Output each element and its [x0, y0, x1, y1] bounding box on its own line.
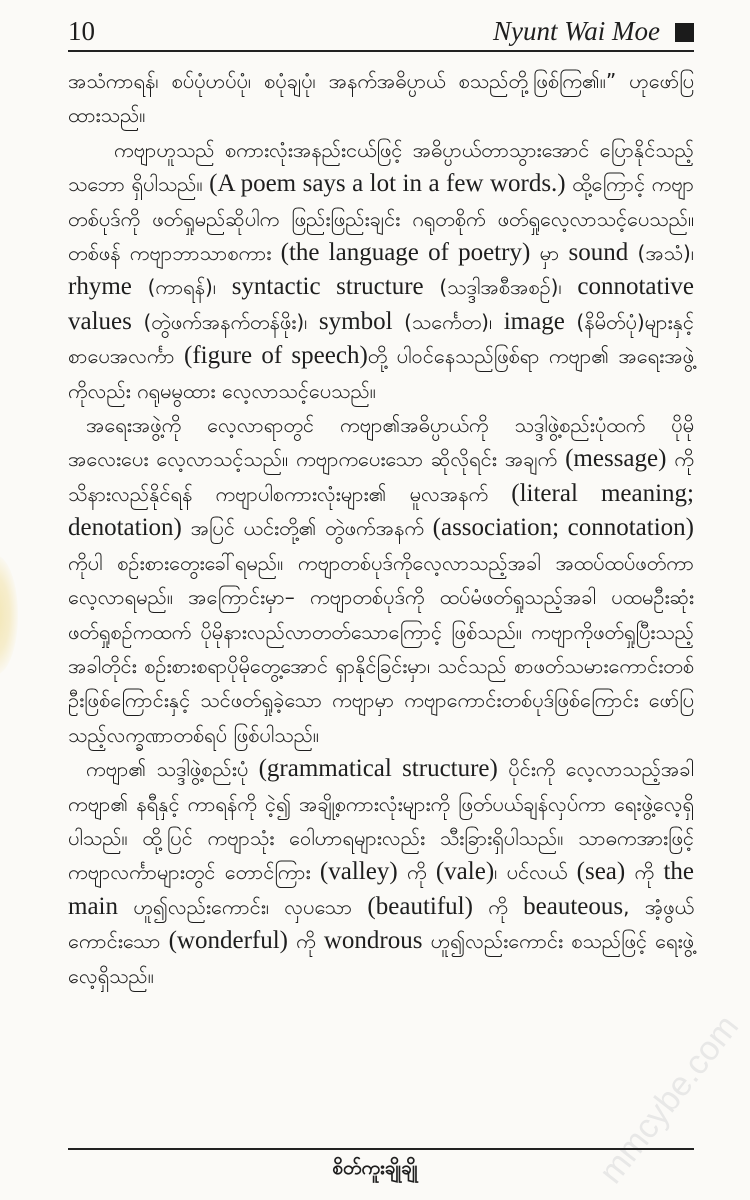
text-run: ပိုင်းကို လေ့လာသည့်အခါ ကဗျာ၏ နရီနှင့် ကာရန်ကို ငဲ့၍ အချို့စကားလုံးများကို ဖြတ်ပယ်ချန်လှပ်ကာ ရေးဖွဲ့လေ့ရှိပါသည်။ ထို့ပြင် ကဗျာသုံး ဝေါဟာရများလည်း သီးခြားရှိပါသည်။ သာဓကအားဖြင့် ကဗျာလင်္ကာများတွင် တောင်ကြား	[68, 757, 694, 885]
body-text	[68, 64, 694, 993]
text-run: ကိုပါ စဉ်းစားတွေးခေါ်ရမည်။ ကဗျာတစ်ပုဒ်ကိုလေ့လာသည့်အခါ အထပ်ထပ်ဖတ်ကာ လေ့လာရမည်။ အကြောင်းမှာ– ကဗျာတစ်ပုဒ်ကို ထပ်မံဖတ်ရှုသည့်အခါ ပထမဦးဆုံး ဖတ်ရှုစဉ်ကထက် ပိုမိုနားလည်လာတတ်သောကြောင့် ဖြစ်သည်။ ကဗျာကိုဖတ်ရှုပြီးသည့်အခါတိုင်း စဉ်းစားစရာပိုမိုတွေ့အောင် ရှာနိုင်ခြင်းမှာ၊ သင်သည် စာဖတ်သမားကောင်းတစ်ဦးဖြစ်ကြောင်းနှင့် သင်ဖတ်ရှုခဲ့သော ကဗျာမှာ ကဗျာကောင်းတစ်ပုဒ်ဖြစ်ကြောင်း ဖော်ပြသည့်လက္ခဏာတစ်ရပ် ဖြစ်ပါသည်။	[68, 550, 694, 747]
text-run: ထို့ကြောင့် ကဗျာတစ်ပုဒ်ကို ဖတ်ရှုမည်ဆိုပါက ဖြည်းဖြည်းချင်း ဂရုတစိုက် ဖတ်ရှုလေ့လာသင့်ပေသည်။ တစ်ဖန် ကဗျာဘာသာစကား	[68, 172, 694, 266]
text-run: , အံ့ဖွယ်ကောင်းသော	[68, 894, 694, 954]
text-run: ကဗျာဟူသည် စကားလုံးအနည်းငယ်ဖြင့် အဓိပ္ပာယ်တာသွားအောင် ပြောနိုင်သည့်သဘော ရှိပါသည်။	[68, 137, 694, 197]
text-run: မှာ	[530, 241, 569, 266]
paragraph	[68, 408, 694, 752]
english-term: wondrous	[323, 927, 423, 955]
english-term: beauteous	[523, 892, 624, 920]
english-term: (message)	[565, 445, 667, 473]
text-run: တို့ ပါဝင်နေသည်ဖြစ်ရာ ကဗျာ၏ အရေးအဖွဲ့ကိုလည်း ဂရုမမွထား လေ့လာသင့်ပေသည်။	[68, 344, 694, 403]
footer-title: စိတ်ကူးချိုချို	[332, 1157, 418, 1179]
text-run: (သင်္ကေတ)၊	[392, 309, 504, 334]
english-term: the main	[68, 858, 694, 920]
text-run: ကို	[288, 929, 324, 954]
english-term: image	[503, 307, 565, 335]
english-term: connotative values	[68, 273, 694, 335]
text-run: ကို သိနားလည်နိုင်ရန် ကဗျာပါစကားလုံးများ၏ မူလအနက်	[68, 447, 694, 506]
text-run: ဟူ၍လည်းကောင်း၊ လှပသော	[118, 894, 368, 919]
square-ornament-icon	[675, 23, 694, 42]
english-term: (wonderful)	[168, 927, 288, 955]
text-run: ကို	[472, 894, 524, 919]
text-run: ကို	[397, 860, 436, 885]
text-run: (တွဲဖက်အနက်တန်ဖိုး)၊	[131, 309, 319, 334]
text-run: ကဗျာ၏ သဒ္ဒါဖွဲ့စည်းပုံ	[86, 757, 259, 782]
text-run: (သဒ္ဒါအစီအစဉ်)၊	[423, 275, 578, 300]
text-run: (နိမိတ်ပုံ)များနှင့် စာပေအလင်္ကာ	[68, 309, 694, 369]
text-run: ၊ ပင်လယ်	[494, 860, 577, 885]
paragraph	[68, 64, 694, 133]
english-term: (beautiful)	[367, 892, 473, 920]
english-term: symbol	[318, 307, 393, 335]
text-run: ဟူ၍လည်းကောင်း စသည်ဖြင့် ရေးဖွဲ့လေ့ရှိသည်။	[68, 929, 694, 988]
text-run: ကို	[625, 860, 664, 885]
text-run: အသံကာရန်၊ စပ်ပုံဟပ်ပုံ၊ စပုံချပုံ၊ အနက်အဓိပ္ပာယ် စသည်တို့ဖြစ်ကြ၏။” ဟုဖော်ပြထားသည်။	[68, 69, 694, 128]
english-term: (figure of speech)	[184, 342, 368, 370]
paragraph	[68, 133, 694, 408]
page-header	[68, 14, 694, 52]
text-run: အရေးအဖွဲ့ကို လေ့လာရာတွင် ကဗျာ၏အဓိပ္ပာယ်ကို သဒ္ဒါဖွဲ့စည်းပုံထက် ပိုမိုအလေးပေး လေ့လာသင့်သည်။ ကဗျာကပေးသော ဆိုလိုရင်း အချက်	[68, 413, 694, 472]
english-term: rhyme	[68, 273, 132, 301]
watermark: mmcybe.com	[591, 1008, 746, 1191]
english-term: (association; connotation)	[432, 514, 694, 542]
english-term: (literal meaning; denotation)	[68, 479, 695, 542]
english-term: (the language of poetry)	[280, 239, 531, 267]
footer-rule	[68, 1148, 694, 1150]
text-run: (ကာရန်)၊	[131, 275, 232, 300]
english-term: (valley)	[319, 858, 398, 886]
paragraph	[68, 752, 694, 993]
text-run: အပြင် ယင်းတို့၏ တွဲဖက်အနက်	[181, 516, 433, 541]
english-term: sound	[568, 239, 629, 267]
english-term: syntactic structure	[231, 273, 424, 301]
english-term: (sea)	[576, 858, 626, 886]
running-head: Nyunt Wai Moe	[493, 16, 660, 46]
english-term: (A poem says a lot in a few words.)	[209, 170, 566, 198]
text-run: (အသံ)၊	[628, 241, 694, 266]
english-term: (vale)	[435, 858, 495, 886]
english-term: (grammatical structure)	[258, 755, 498, 783]
thumb-stain	[0, 555, 18, 675]
page-number: 10	[68, 16, 95, 46]
